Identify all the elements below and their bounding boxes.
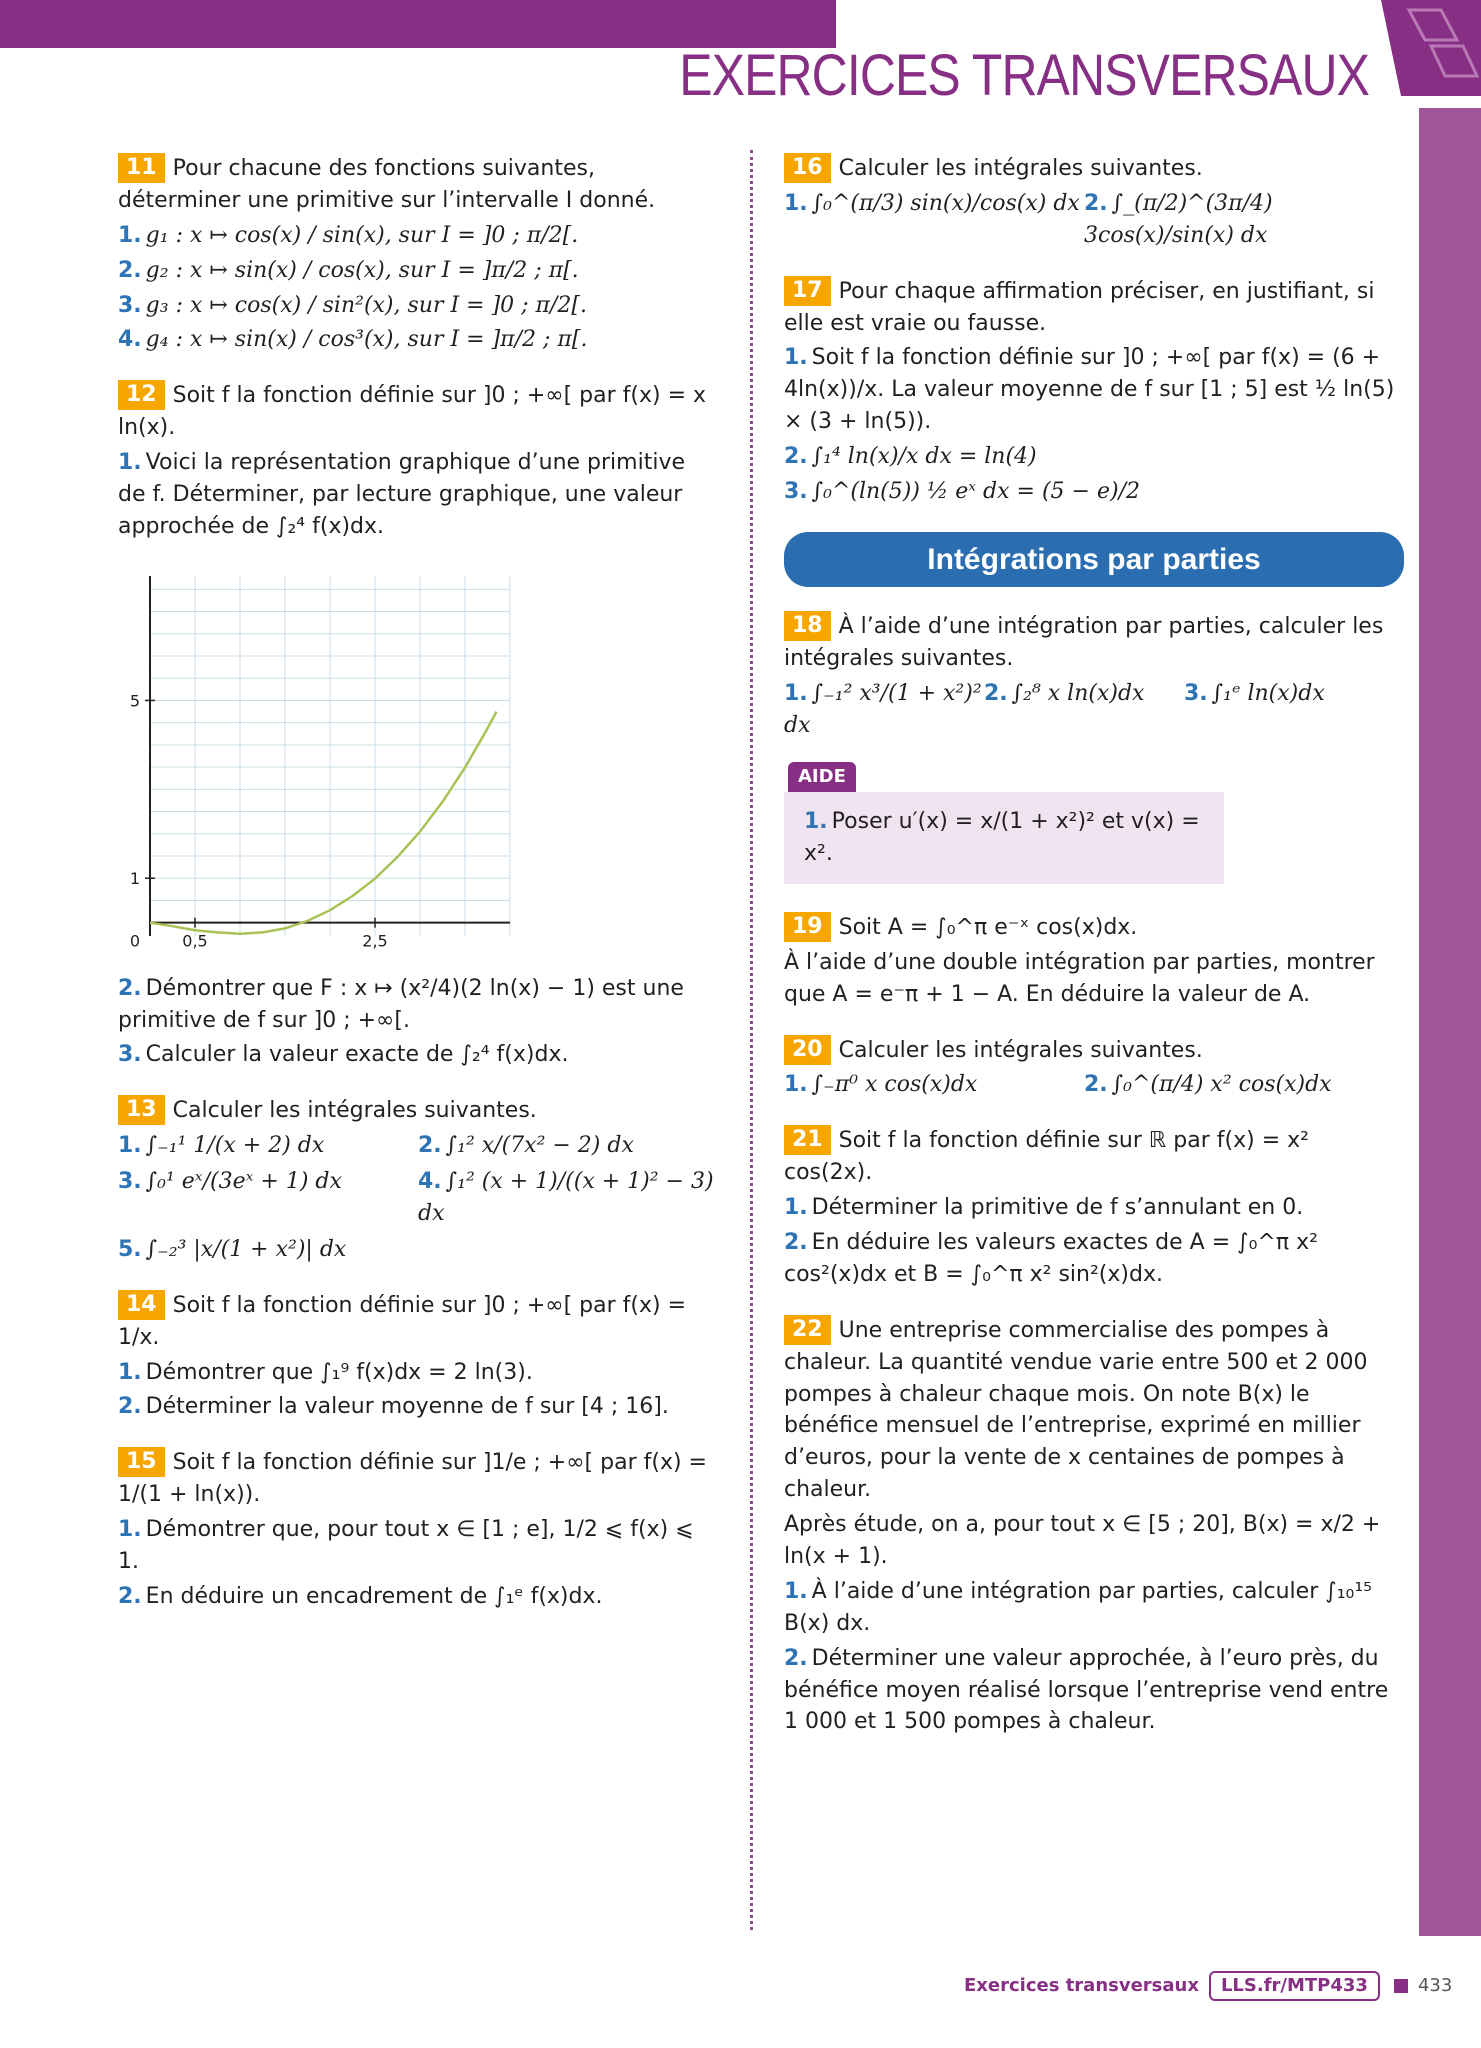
exercise-number: 16 [784,153,831,183]
question: 1. À l’aide d’une intégration par parties, calculer ∫₁₀¹⁵ B(x) dx. [784,1578,1372,1636]
integral-grid [784,1069,1404,1101]
left-column [118,150,718,1637]
page-title: EXERCICES TRANSVERSAUX [679,43,1369,108]
exercise-13 [118,1095,718,1265]
question: 1. ∫₋₁¹ 1/(x + 2) dx [118,1133,325,1159]
exercise-intro: À l’aide d’une intégration par parties, calculer les intégrales suivantes. [784,614,1384,672]
exercise-22 [784,1315,1404,1739]
question: 2. g₂ : x ↦ sin(x) / cos(x), sur I = ]π/2 ; π[. [118,257,579,283]
question: 1. Démontrer que ∫₁⁹ f(x)dx = 2 ln(3). [118,1359,533,1385]
origin-label: 0 [129,931,140,951]
exercise-11 [118,153,718,356]
exercise-20 [784,1035,1404,1102]
corner-decoration [1381,0,1481,96]
question: 3. g₃ : x ↦ cos(x) / sin²(x), sur I = ]0 ; π/2[. [118,292,588,318]
exercise-21 [784,1125,1404,1290]
exercise-intro: Pour chaque affirmation préciser, en justifiant, si elle est vraie ou fausse. [784,278,1375,336]
question: 1. Démontrer que, pour tout x ∈ [1 ; e], 1/2 ⩽ f(x) ⩽ 1. [118,1517,694,1575]
exercise-intro: Calculer les intégrales suivantes. [838,1037,1203,1063]
side-bar [1419,108,1481,1936]
question: 1. Soit f la fonction définie sur ]0 ; +∞[ par f(x) = (6 + 4ln(x))/x. La valeur moyenne de f sur [1 ; 5] est ½ ln(5) × (3 + ln(5)). [784,345,1395,435]
question: 1. ∫₋π⁰ x cos(x)dx [784,1072,978,1098]
exercise-text: Après étude, on a, pour tout x ∈ [5 ; 20], B(x) = x/2 + ln(x + 1). [784,1512,1381,1569]
exercise-intro: Calculer les intégrales suivantes. [838,156,1203,181]
exercise-intro: Soit f la fonction définie sur ℝ par f(x) = x² cos(2x). [784,1128,1309,1186]
section-banner: Intégrations par parties [784,532,1404,588]
exercise-number: 18 [784,611,831,641]
exercise-number: 11 [118,153,165,183]
exercise-intro: Pour chacune des fonctions suivantes, déterminer une primitive sur l’intervalle I donné. [118,156,656,213]
exercise-number: 17 [784,276,831,306]
footer [964,1970,1452,2002]
x-tick-label: 0,5 [182,931,208,951]
column-divider [750,150,753,1930]
aide-box: 1. Poser u′(x) = x/(1 + x²)² et v(x) = x². [784,792,1224,884]
primitive-chart [118,556,558,956]
question: 2. ∫₁² x/(7x² − 2) dx [418,1133,634,1159]
question: 2. ∫₂⁸ x ln(x)dx [984,681,1145,707]
right-column [784,150,1404,1762]
question: 1. g₁ : x ↦ cos(x) / sin(x), sur I = ]0 ; π/2[. [118,222,579,248]
exercise-number: 19 [784,912,831,942]
question: 3. Calculer la valeur exacte de ∫₂⁴ f(x)dx. [118,1042,569,1068]
exercise-intro: Calculer les intégrales suivantes. [172,1098,537,1124]
question: 4. g₄ : x ↦ sin(x) / cos³(x), sur I = ]π/2 ; π[. [118,327,588,353]
y-tick-label: 5 [129,691,140,711]
y-tick-label: 1 [129,869,140,889]
question: 2. Déterminer la valeur moyenne de f sur [4 ; 16]. [118,1394,669,1420]
exercise-number: 14 [118,1290,165,1320]
question: 2. En déduire les valeurs exactes de A = ∫₀^π x² cos²(x)dx et B = ∫₀^π x² sin²(x)dx. [784,1229,1318,1287]
question: 3. ∫₀¹ eˣ/(3eˣ + 1) dx [118,1169,342,1195]
exercise-intro: Soit f la fonction définie sur ]1/e ; +∞[ par f(x) = 1/(1 + ln(x)). [118,1450,707,1508]
exercise-number: 12 [118,380,165,410]
question: 5. ∫₋₂³ |x/(1 + x²)| dx [118,1236,347,1262]
question: 1. Voici la représentation graphique d’une primitive de f. Déterminer, par lecture graphique, une valeur approchée de ∫₂⁴ f(x)dx. [118,450,685,539]
exercise-intro: Une entreprise commercialise des pompes à chaleur. La quantité vendue varie entre 500 et 2 000 pompes à chaleur chaque mois. On note B(x) le bénéfice mensuel de l’entreprise, exprimé en millier d’euros, pour la vente de x centaines de pompes à chaleur. [784,1317,1368,1503]
exercise-18 [784,611,1404,883]
exercise-number: 21 [784,1125,831,1155]
question: 2. ∫_(π/2)^(3π/4) 3cos(x)/sin(x) dx [1084,190,1273,248]
exercise-15 [118,1447,718,1612]
footer-link[interactable]: LLS.fr/MTP433 [1209,1971,1380,2001]
question: 4. ∫₁² (x + 1)/((x + 1)² − 3) dx [418,1169,714,1227]
question: 1. ∫₀^(π/3) sin(x)/cos(x) dx [784,190,1080,216]
exercise-intro: Soit f la fonction définie sur ]0 ; +∞[ par f(x) = x ln(x). [118,383,707,441]
exercise-text: À l’aide d’une double intégration par parties, montrer que A = e⁻π + 1 − A. En déduire la valeur de A. [784,949,1375,1007]
question: 3. ∫₀^(ln(5)) ½ eˣ dx = (5 − e)/2 [784,479,1140,505]
x-tick-label: 2,5 [362,931,388,951]
question: 1. Déterminer la primitive de f s’annulant en 0. [784,1195,1304,1221]
question: 2. Démontrer que F : x ↦ (x²/4)(2 ln(x) − 1) est une primitive de f sur ]0 ; +∞[. [118,975,684,1033]
integral-grid [118,1130,718,1266]
exercise-19 [784,912,1404,1011]
exercise-number: 15 [118,1447,165,1477]
exercise-number: 22 [784,1315,831,1345]
question: 1. ∫₋₁² x³/(1 + x²)² dx [784,681,982,739]
exercise-intro: Soit A = ∫₀^π e⁻ˣ cos(x)dx. [838,914,1138,940]
integral-grid [784,188,1404,252]
integral-grid [784,678,1404,742]
exercise-number: 13 [118,1095,165,1125]
question: 2. ∫₀^(π/4) x² cos(x)dx [1084,1072,1332,1098]
footer-square-icon [1394,1979,1408,1993]
exercise-17 [784,276,1404,508]
exercise-number: 20 [784,1035,831,1065]
question: 3. ∫₁ᵉ ln(x)dx [1184,681,1325,707]
aide-label: AIDE [788,762,856,792]
exercise-14 [118,1290,718,1424]
exercise-intro: Soit f la fonction définie sur ]0 ; +∞[ par f(x) = 1/x. [118,1292,687,1350]
footer-label: Exercices transversaux [964,1974,1199,1996]
question: 2. En déduire un encadrement de ∫₁ᵉ f(x)dx. [118,1583,603,1609]
exercise-12 [118,380,718,1071]
page-number: 433 [1417,1974,1453,1996]
exercise-16 [784,153,1404,252]
question: 2. Déterminer une valeur approchée, à l’euro près, du bénéfice moyen réalisé lorsque l’entreprise vend entre 1 000 et 1 500 pompes à chaleur. [784,1645,1389,1735]
question: 2. ∫₁⁴ ln(x)/x dx = ln(4) [784,444,1037,470]
